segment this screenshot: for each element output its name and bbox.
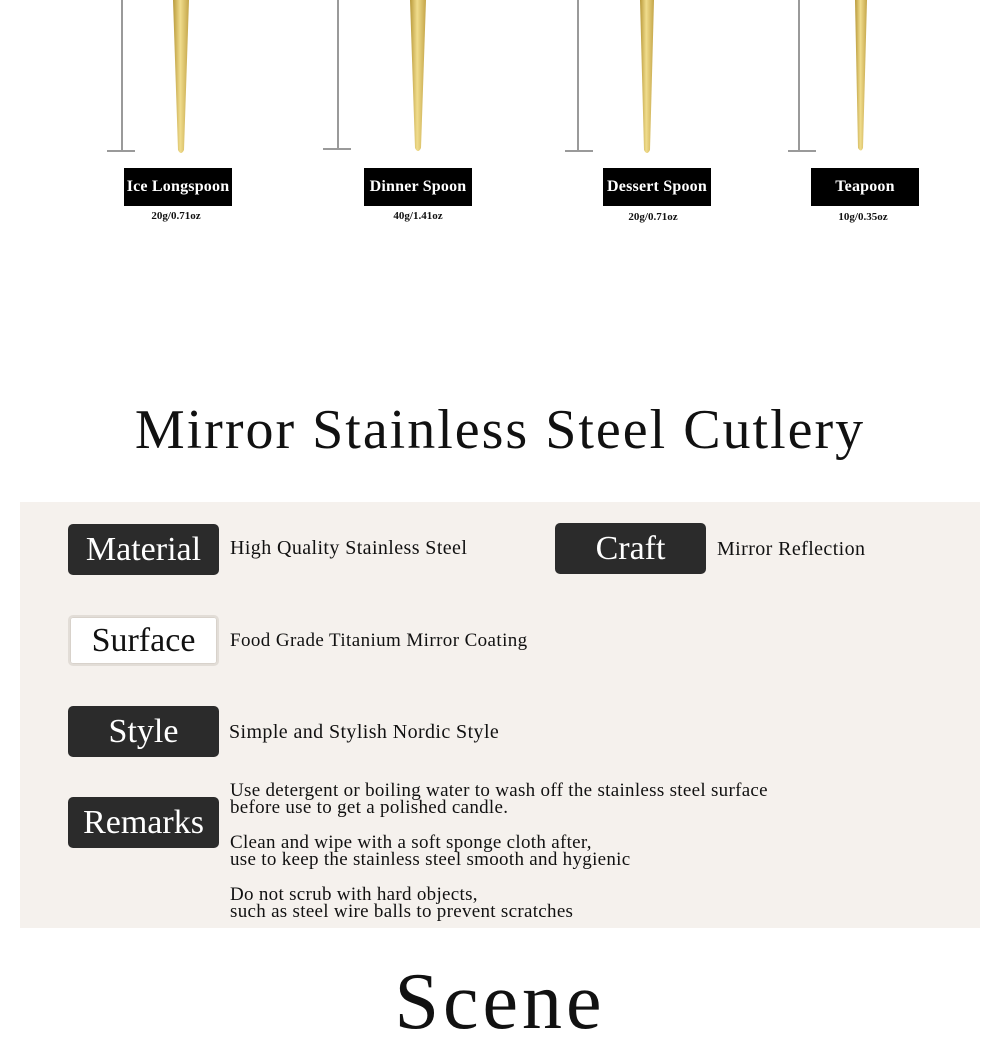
spoon-handle-icon [169,0,193,156]
remarks-line: use to keep the stainless steel smooth and hygienic [230,849,631,870]
remarks-badge: Remarks [68,797,219,848]
section-title: Mirror Stainless Steel Cutlery [134,399,866,461]
spec-panel [20,502,980,928]
spoon-handle-icon [406,0,430,156]
measure-ruler-foot [565,150,593,152]
spoon-handle-icon [636,0,658,156]
craft-badge: Craft [555,523,706,574]
measure-ruler [577,0,579,152]
style-badge: Style [68,706,219,757]
cutlery-name-label: Teapoon [811,168,919,206]
material-badge: Material [68,524,219,575]
surface-value: Food Grade Titanium Mirror Coating [230,630,528,651]
cutlery-name-label: Dessert Spoon [603,168,711,206]
spoon-handle-icon [851,0,871,154]
craft-value: Mirror Reflection [717,538,866,560]
style-value: Simple and Stylish Nordic Style [229,721,500,743]
cutlery-weight-label: 20g/0.71oz [151,210,201,222]
cutlery-weight-label: 20g/0.71oz [628,211,678,223]
measure-ruler-foot [323,148,351,150]
cutlery-name-label: Ice Longspoon [124,168,232,206]
remarks-text [230,782,930,920]
remarks-line: Use detergent or boiling water to wash off the stainless steel surface [230,780,768,801]
cutlery-weight-label: 10g/0.35oz [838,211,888,223]
measure-ruler-foot [107,150,135,152]
measure-ruler [337,0,339,150]
remarks-line: Do not scrub with hard objects, [230,884,478,905]
remarks-line: Clean and wipe with a soft sponge cloth after, [230,832,592,853]
next-section-heading: Scene [394,958,606,1046]
cutlery-weight-label: 40g/1.41oz [393,210,443,222]
measure-ruler [798,0,800,152]
cutlery-name-label: Dinner Spoon [364,168,472,206]
measure-ruler-foot [788,150,816,152]
remarks-line: before use to get a polished candle. [230,797,509,818]
measure-ruler [121,0,123,152]
material-value: High Quality Stainless Steel [230,537,468,559]
remarks-line: such as steel wire balls to prevent scratches [230,901,574,922]
surface-badge: Surface [68,615,219,666]
